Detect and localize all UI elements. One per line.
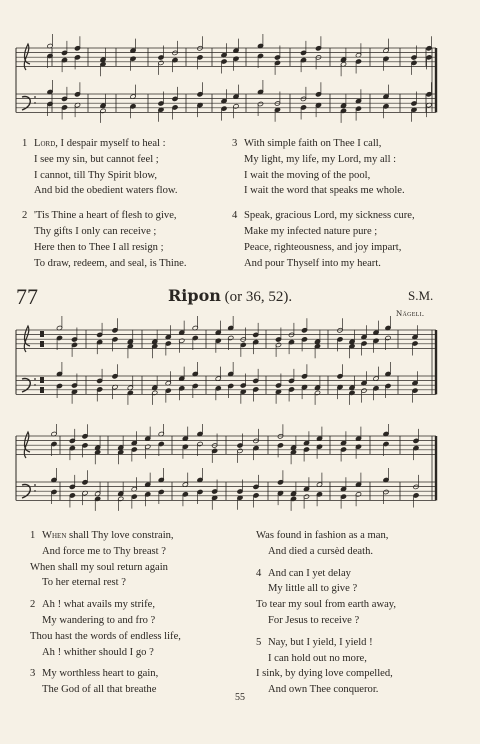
verse-3: 3 My worthless heart to gain, The God of all that breathe xyxy=(30,668,159,696)
hymn-title xyxy=(168,286,292,306)
score-system xyxy=(0,424,480,524)
verse-5: 5 Nay, but I yield, I yield ! I can hold out no more, I sink, by dying love compelled, And own Thee conqueror. xyxy=(256,636,393,696)
score-system xyxy=(0,34,480,134)
composer-name: Nägeli. xyxy=(396,308,425,318)
page-number: 55 xyxy=(235,692,245,703)
verse-2: 2 Ah ! what avails my strife, My wandering to and fro ? Thou hast the words of endless life, Ah ! whither should I go ? xyxy=(30,599,181,658)
verse-4: 4 Speak, gracious Lord, my sickness cure, Make my infected nature pure ; Peace, righteousness, and joy impart, And pour Thyself into my heart. xyxy=(232,210,415,269)
verse-block-bottom-left xyxy=(30,528,181,698)
music-score-system-1 xyxy=(0,316,480,416)
music-score-system-2 xyxy=(0,424,480,524)
verse-block-bottom-right xyxy=(256,528,396,698)
alt-reference: (or 36, 52). xyxy=(220,289,293,305)
verse-3: 3 With simple faith on Thee I call, My light, my life, my Lord, my all : I wait the moving of the pool, I wait the word that speaks me whole. xyxy=(232,138,405,197)
verse-4: 4 And can I yet delay My little all to give ? To tear my soul from earth away, For Jesus to receive ? xyxy=(256,567,397,626)
verse-3-continued: Was found in fashion as a man, And died a cursèd death. xyxy=(256,530,389,557)
verse-block-top-right xyxy=(232,136,415,271)
tune-name: Ripon xyxy=(168,286,221,305)
score-system xyxy=(0,316,480,416)
hymn-meter: S.M. xyxy=(408,288,434,303)
hymn-number: 77 xyxy=(16,284,38,309)
verse-block-top-left xyxy=(22,136,187,271)
music-score-top xyxy=(0,34,480,134)
verse-1: 1 When shall Thy love constrain, And force me to Thy breast ? When shall my soul return again To her eternal rest ? xyxy=(30,530,174,589)
verse-2: 2 'Tis Thine a heart of flesh to give, Thy gifts I only can receive ; Here then to Thee I all resign ; To draw, redeem, and seal, is Thine. xyxy=(22,210,187,269)
verse-1: 1 Lord, I despair myself to heal : I see my sin, but cannot feel ; I cannot, till Thy Spirit blow, And bid the obedient waters flow. xyxy=(22,138,178,197)
